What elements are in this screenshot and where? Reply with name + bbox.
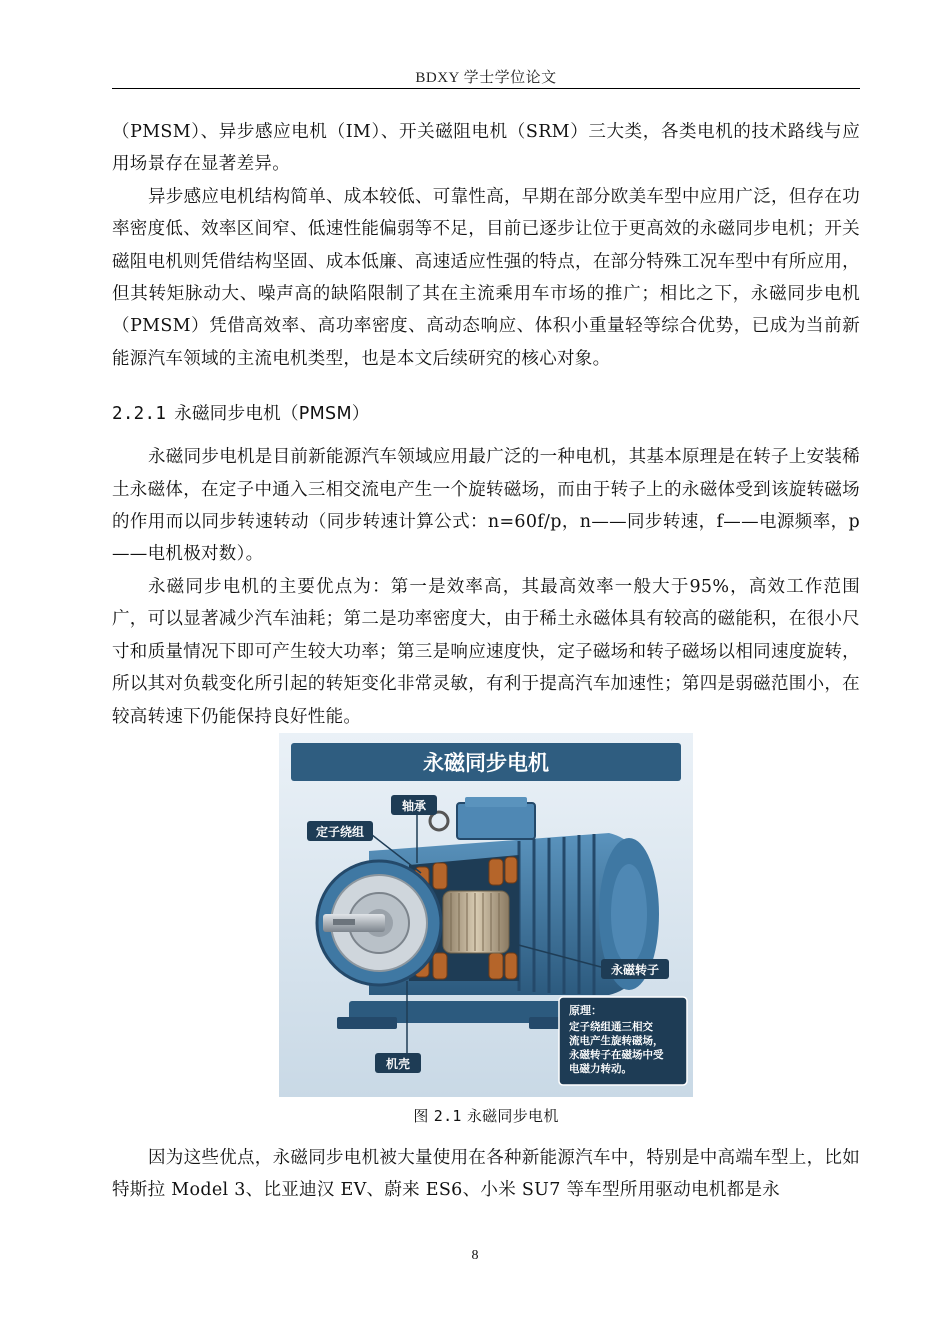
section-number: 2.2.1 [112, 404, 167, 425]
principle-line: 定子绕组通三相交 [569, 1020, 653, 1033]
principle-title: 原理： [569, 1003, 602, 1017]
principle-line: 流电产生旋转磁场， [569, 1034, 664, 1047]
principle-line: 电磁力转动。 [569, 1062, 632, 1075]
label-housing-text: 机壳 [385, 1056, 411, 1071]
principle-box [559, 997, 687, 1085]
running-header: BDXY 学士学位论文 [415, 70, 557, 86]
header-rule [112, 88, 860, 89]
section-title: 永磁同步电机（PMSM） [174, 404, 370, 425]
paragraph: 因为这些优点，永磁同步电机被大量使用在各种新能源汽车中，特别是中高端车型上，比如特斯拉 Model 3、比亚迪汉 EV、蔚来 ES6、小米 SU7 等车型所用驱动电机都是永 [112, 1147, 860, 1201]
label-bearing-text: 轴承 [401, 798, 427, 813]
paragraph: 永磁同步电机的主要优点为：第一是效率高，其最高效率一般大于95%，高效工作范围广，可以显著减少汽车油耗；第二是功率密度大，由于稀土永磁体具有较高的磁能积，在很小尺寸和质量情况下即可产生较大功率；第三是响应速度快，定子磁场和转子磁场以相同速度旋转，所以其对负载变化所引起的转矩变化非常灵敏，有利于提高汽车加速性；第四是弱磁范围小，在较高转速下仍能保持良好性能。 [112, 576, 860, 727]
page-number: 8 [471, 1248, 479, 1263]
paragraph: 异步感应电机结构简单、成本较低、可靠性高，早期在部分欧美车型中应用广泛，但存在功率密度低、效率区间窄、低速性能偏弱等不足，目前已逐步让位于更高效的永磁同步电机；开关磁阻电机则凭借结构坚固、成本低廉、高速适应性强的特点，在部分特殊工况车型中有所应用，但其转矩脉动大、噪声高的缺陷限制了其在主流乘用车市场的推广；相比之下，永磁同步电机（PMSM）凭借高效率、高功率密度、高动态响应、体积小重量轻等综合优势，已成为当前新能源汽车领域的主流电机类型，也是本文后续研究的核心对象。 [112, 186, 860, 369]
end-cap-inner [611, 864, 647, 964]
principle-line: 永磁转子在磁场中受 [569, 1048, 664, 1061]
terminal-box-lid [465, 797, 527, 807]
figure-caption [112, 1105, 860, 1126]
paragraph: （PMSM）、异步感应电机（IM）、开关磁阻电机（SRM）三大类，各类电机的技术路线与应用场景存在显著差异。 [112, 122, 860, 175]
label-stator-text: 定子绕组 [315, 824, 365, 839]
label-rotor-text: 永磁转子 [610, 962, 660, 977]
motor-figure [279, 733, 693, 1097]
section-heading [112, 399, 860, 429]
motor-foot [337, 1017, 397, 1029]
figure-banner-title: 永磁同步电机 [423, 750, 549, 775]
shaft-keyway [333, 919, 355, 925]
terminal-box [457, 803, 535, 839]
page-body [112, 116, 860, 1207]
caption-text: 永磁同步电机 [466, 1106, 559, 1125]
caption-prefix: 图 [413, 1106, 429, 1125]
motor-illustration [279, 733, 693, 1097]
caption-number: 2.1 [433, 1106, 462, 1125]
paragraph: 永磁同步电机是目前新能源汽车领域应用最广泛的一种电机，其基本原理是在转子上安装稀土永磁体，在定子中通入三相交流电产生一个旋转磁场，而由于转子上的永磁体受到该旋转磁场的作用而以同步转速转动（同步转速计算公式：n=60f/p，n——同步转速，f——电源频率，p——电机极对数）。 [112, 447, 860, 565]
